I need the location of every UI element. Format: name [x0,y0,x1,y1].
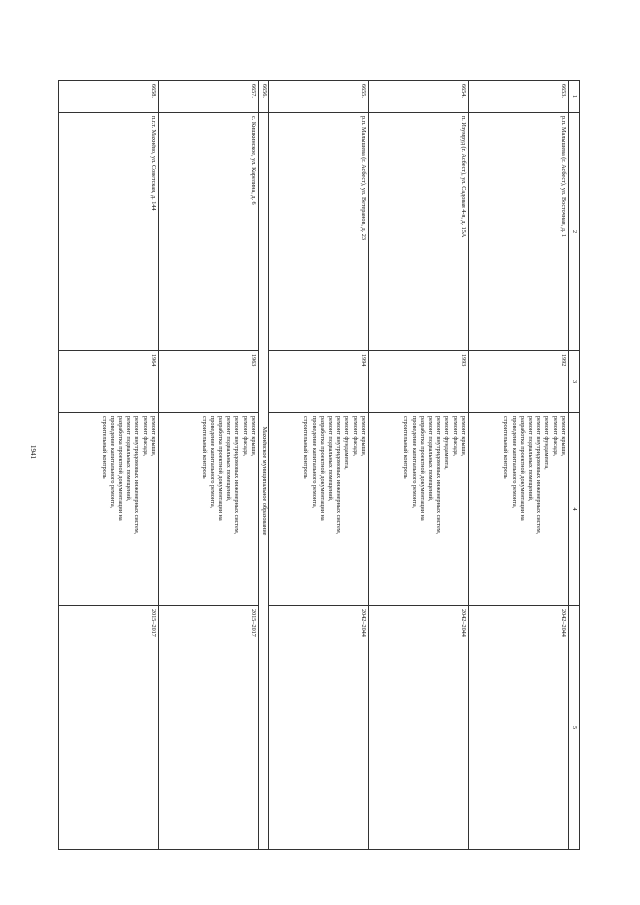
table-row [158,81,258,850]
repair-work-item: ремонт внутридомовых инженерных систем, [133,416,141,535]
row-number: 6657. [158,81,258,113]
column-header: 3 [568,351,579,413]
repair-work-item: ремонт крыши, [459,416,467,457]
repair-work-item: ремонт внутридомовых инженерных систем, [233,416,241,535]
commissioning-year: 1993 [368,351,468,413]
repair-works [368,413,468,606]
row-number: 6653. [468,81,568,113]
table-body [58,81,579,850]
municipality-row [258,81,268,850]
repair-work-item: разработка проектной документации на [117,416,125,521]
repair-work-item: проведение капитального ремонта, [510,416,518,509]
repair-period: 2015–2017 [158,606,258,850]
repair-work-item: ремонт фасада, [241,416,249,457]
repair-work-item: ремонт внутридомовых инженерных систем, [535,416,543,535]
commissioning-year: 1964 [58,351,158,413]
repair-work-item: строительный контроль [302,416,310,479]
repair-work-item: строительный контроль [100,416,108,479]
repair-work-item: разработка проектной документации на [418,416,426,521]
repair-work-item: ремонт внутридомовых инженерных систем, [335,416,343,535]
repair-work-item: разработка проектной документации на [518,416,526,521]
repair-work-item: разработка проектной документации на [217,416,225,521]
repair-work-item: ремонт фасада, [451,416,459,457]
repair-works [268,413,368,606]
repair-work-item: проведение капитального ремонта, [208,416,216,509]
repair-work-item: ремонт подвальных помещений, [125,416,133,502]
repair-work-item: ремонт фасада, [141,416,149,457]
page-number: 1941 [29,445,37,459]
row-number: 6656. [258,81,268,113]
table-row [368,81,468,850]
repair-period: 2015–2017 [58,606,158,850]
repair-work-item: ремонт фасада, [551,416,559,457]
house-address: п. Изумруд (г. Асбест), ул. Садовая 4-я, д. 15А [368,113,468,351]
commissioning-year: 1963 [158,351,258,413]
repair-work-item: проведение капитального ремонта, [410,416,418,509]
repair-work-item: ремонт фундамента, [543,416,551,470]
commissioning-year: 1994 [268,351,368,413]
repair-period: 2042–2044 [268,606,368,850]
repair-work-item: ремонт подвальных помещений, [327,416,335,502]
repair-schedule-table [58,80,580,850]
repair-works [58,413,158,606]
row-number: 6654. [368,81,468,113]
repair-work-item: ремонт внутридомовых инженерных систем, [435,416,443,535]
repair-work-item: ремонт фундамента, [343,416,351,470]
house-address: р.п. Малышева (г. Асбест), ул. Ветеранов, д. 23 [268,113,368,351]
repair-work-item: ремонт фундамента, [443,416,451,470]
house-address: с. Кишкинское, ул. Карелина, д. 6 [158,113,258,351]
row-number: 6655. [268,81,368,113]
repair-work-item: ремонт крыши, [249,416,257,457]
repair-work-item: ремонт крыши, [149,416,157,457]
table-row [468,81,568,850]
repair-work-item: ремонт подвальных помещений, [427,416,435,502]
column-number-row [568,81,579,850]
repair-works [158,413,258,606]
repair-work-item: ремонт крыши, [559,416,567,457]
repair-work-item: строительный контроль [502,416,510,479]
house-address: п.г.т. Махнёво, ул. Советская, д. 144 [58,113,158,351]
column-header: 1 [568,81,579,113]
repair-work-item: ремонт фасада, [351,416,359,457]
repair-work-item: строительный контроль [402,416,410,479]
repair-work-item: ремонт крыши, [359,416,367,457]
column-header: 4 [568,413,579,606]
repair-work-item: разработка проектной документации на [318,416,326,521]
repair-work-item: ремонт подвальных помещений, [527,416,535,502]
repair-period: 2042–2044 [468,606,568,850]
repair-work-item: проведение капитального ремонта, [310,416,318,509]
column-header: 2 [568,113,579,351]
repair-work-item: проведение капитального ремонта, [108,416,116,509]
repair-work-item: строительный контроль [200,416,208,479]
repair-work-item: ремонт подвальных помещений, [225,416,233,502]
table-row [58,81,158,850]
repair-period: 2042–2044 [368,606,468,850]
row-number: 6658. [58,81,158,113]
commissioning-year: 1992 [468,351,568,413]
rotated-table-page [70,80,580,850]
table-row [268,81,368,850]
house-address: р.п. Малышева (г. Асбест), ул. Восточная, д. 1 [468,113,568,351]
municipality-name: Махнёвское муниципальное образование [258,113,268,850]
repair-works [468,413,568,606]
column-header: 5 [568,606,579,850]
